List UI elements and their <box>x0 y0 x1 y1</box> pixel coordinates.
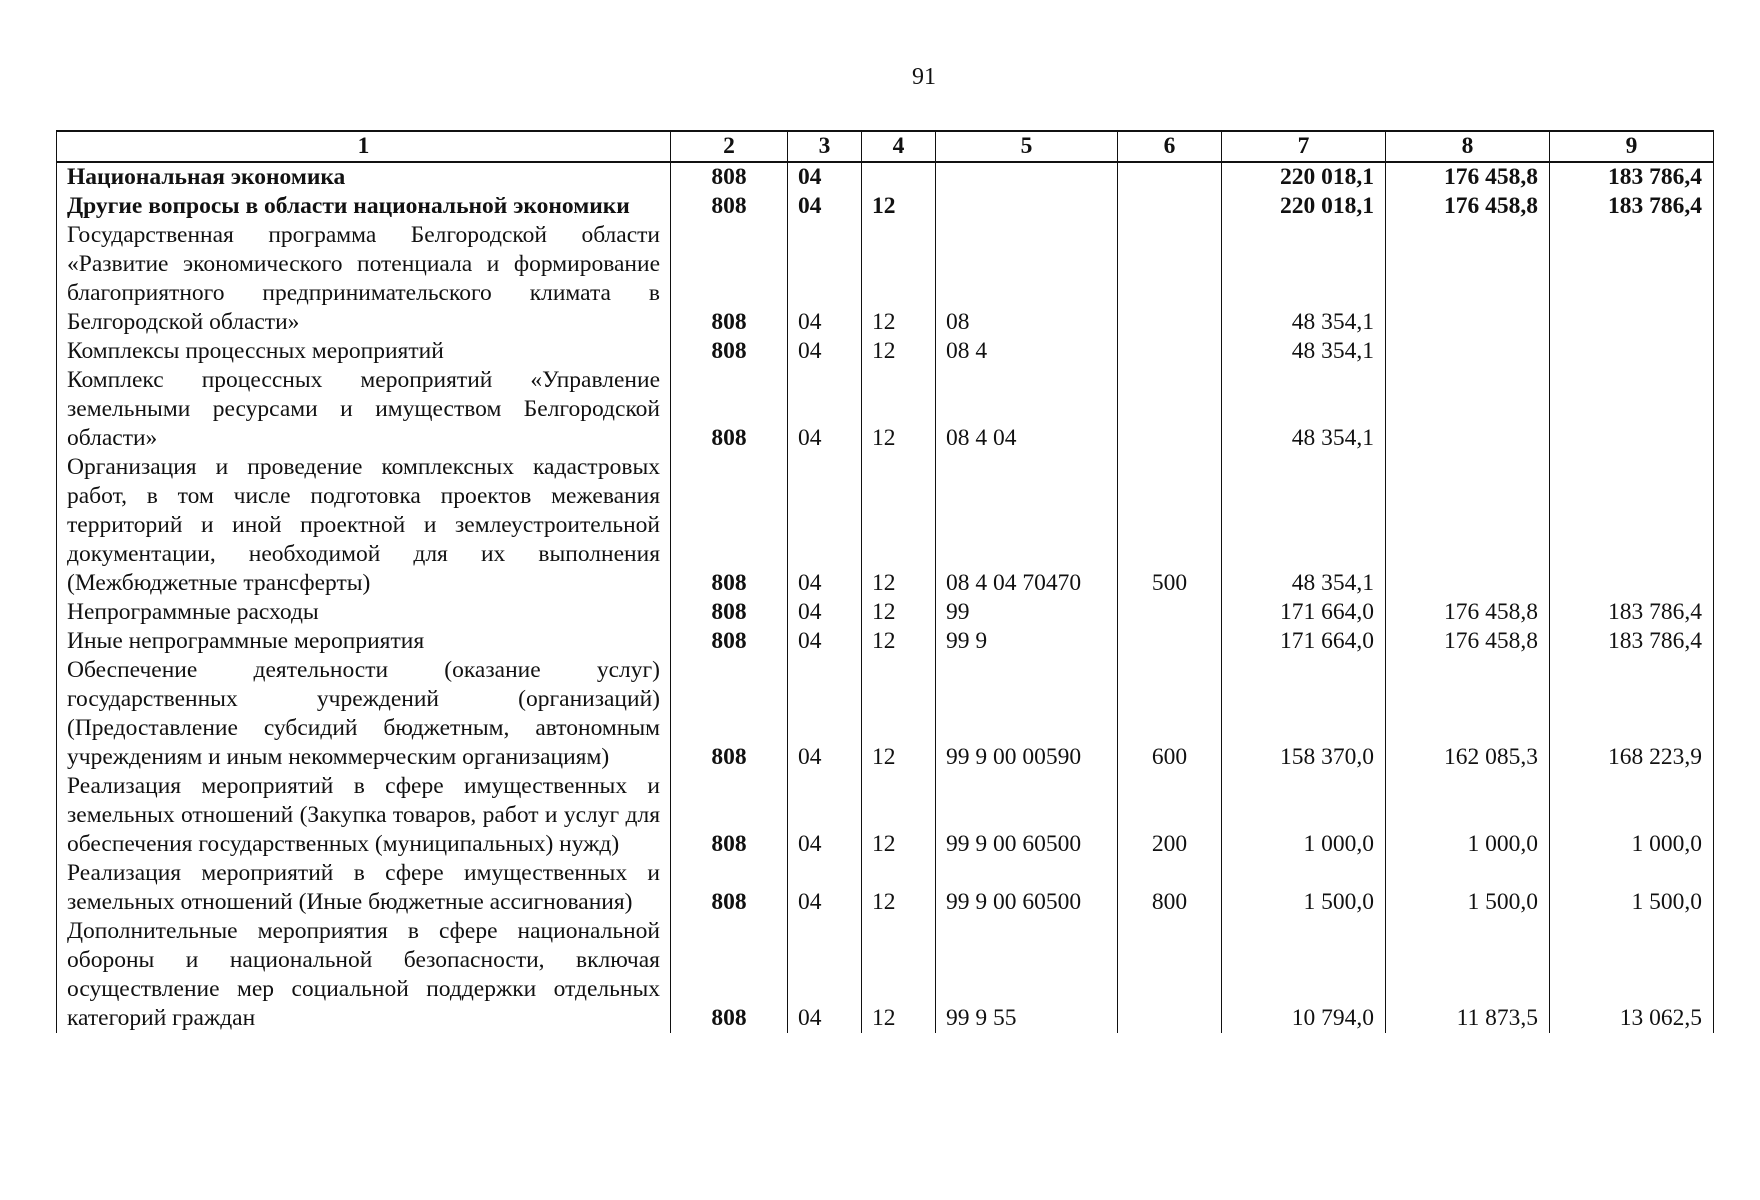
row-col-7: 1 500,0 <box>1222 859 1386 917</box>
row-name: Государственная программа Белгородской области «Развитие экономического потенциала и формирование благоприятного предпринимательского климата в Белгородской области» <box>57 221 671 337</box>
row-col-9: 13 062,5 <box>1550 917 1714 1033</box>
header-col-5: 5 <box>936 131 1118 162</box>
row-col-3: 04 <box>788 917 862 1033</box>
row-col-6 <box>1118 598 1222 627</box>
row-col-8: 176 458,8 <box>1386 598 1550 627</box>
row-col-8: 11 873,5 <box>1386 917 1550 1033</box>
row-col-4: 12 <box>862 859 936 917</box>
table-row <box>57 772 1714 859</box>
table-row <box>57 337 1714 366</box>
row-col-9: 183 786,4 <box>1550 192 1714 221</box>
row-col-9: 183 786,4 <box>1550 162 1714 192</box>
table-row <box>57 859 1714 917</box>
row-col-6 <box>1118 192 1222 221</box>
row-col-7: 48 354,1 <box>1222 221 1386 337</box>
table-row <box>57 627 1714 656</box>
table-body <box>57 162 1714 1033</box>
row-col-9 <box>1550 453 1714 598</box>
row-col-6: 200 <box>1118 772 1222 859</box>
row-col-5: 08 <box>936 221 1118 337</box>
row-name: Другие вопросы в области национальной экономики <box>57 192 671 221</box>
row-col-9: 1 000,0 <box>1550 772 1714 859</box>
row-col-5: 08 4 04 <box>936 366 1118 453</box>
row-col-4: 12 <box>862 221 936 337</box>
row-col-2: 808 <box>671 221 788 337</box>
row-col-3: 04 <box>788 192 862 221</box>
row-col-8: 176 458,8 <box>1386 627 1550 656</box>
row-col-3: 04 <box>788 337 862 366</box>
row-col-4: 12 <box>862 366 936 453</box>
row-col-3: 04 <box>788 598 862 627</box>
table-row <box>57 192 1714 221</box>
header-col-8: 8 <box>1386 131 1550 162</box>
row-col-2: 808 <box>671 192 788 221</box>
row-col-4: 12 <box>862 192 936 221</box>
header-col-1: 1 <box>57 131 671 162</box>
row-col-8: 176 458,8 <box>1386 192 1550 221</box>
row-col-2: 808 <box>671 337 788 366</box>
row-col-2: 808 <box>671 366 788 453</box>
row-col-8: 1 000,0 <box>1386 772 1550 859</box>
row-col-7: 48 354,1 <box>1222 453 1386 598</box>
header-col-2: 2 <box>671 131 788 162</box>
row-col-7: 48 354,1 <box>1222 337 1386 366</box>
budget-table <box>56 130 1714 1033</box>
table-header <box>57 131 1714 162</box>
row-col-3: 04 <box>788 859 862 917</box>
row-col-7: 220 018,1 <box>1222 162 1386 192</box>
row-name: Национальная экономика <box>57 162 671 192</box>
row-col-9: 183 786,4 <box>1550 598 1714 627</box>
table-row <box>57 598 1714 627</box>
row-col-5: 99 <box>936 598 1118 627</box>
page-number: 91 <box>912 64 936 90</box>
row-col-5: 99 9 00 60500 <box>936 859 1118 917</box>
row-col-2: 808 <box>671 656 788 772</box>
row-col-3: 04 <box>788 453 862 598</box>
table-row <box>57 917 1714 1033</box>
row-col-7: 10 794,0 <box>1222 917 1386 1033</box>
row-col-7: 220 018,1 <box>1222 192 1386 221</box>
row-col-7: 171 664,0 <box>1222 598 1386 627</box>
row-col-8 <box>1386 366 1550 453</box>
row-col-6 <box>1118 917 1222 1033</box>
row-name: Реализация мероприятий в сфере имущественных и земельных отношений (Иные бюджетные ассигнования) <box>57 859 671 917</box>
row-col-3: 04 <box>788 772 862 859</box>
row-col-6: 800 <box>1118 859 1222 917</box>
row-col-8: 1 500,0 <box>1386 859 1550 917</box>
row-col-8: 176 458,8 <box>1386 162 1550 192</box>
row-col-7: 158 370,0 <box>1222 656 1386 772</box>
row-name: Иные непрограммные мероприятия <box>57 627 671 656</box>
row-col-2: 808 <box>671 162 788 192</box>
row-col-3: 04 <box>788 627 862 656</box>
row-col-6: 500 <box>1118 453 1222 598</box>
row-name: Обеспечение деятельности (оказание услуг) государственных учреждений (организаций) (Предоставление субсидий бюджетным, автономным учреждениям и иным некоммерческим организациям) <box>57 656 671 772</box>
row-col-9: 183 786,4 <box>1550 627 1714 656</box>
row-col-9 <box>1550 366 1714 453</box>
row-col-5: 99 9 00 60500 <box>936 772 1118 859</box>
row-col-8 <box>1386 453 1550 598</box>
table-row <box>57 162 1714 192</box>
row-col-9 <box>1550 337 1714 366</box>
row-col-5: 99 9 <box>936 627 1118 656</box>
row-col-7: 171 664,0 <box>1222 627 1386 656</box>
row-col-2: 808 <box>671 917 788 1033</box>
row-col-2: 808 <box>671 598 788 627</box>
row-name: Комплекс процессных мероприятий «Управление земельными ресурсами и имуществом Белгородской области» <box>57 366 671 453</box>
header-col-7: 7 <box>1222 131 1386 162</box>
header-col-4: 4 <box>862 131 936 162</box>
header-col-6: 6 <box>1118 131 1222 162</box>
row-col-4: 12 <box>862 598 936 627</box>
table-row <box>57 366 1714 453</box>
row-col-4: 12 <box>862 917 936 1033</box>
row-col-4 <box>862 162 936 192</box>
row-col-6 <box>1118 627 1222 656</box>
row-name: Реализация мероприятий в сфере имущественных и земельных отношений (Закупка товаров, работ и услуг для обеспечения государственных (муниципальных) нужд) <box>57 772 671 859</box>
row-name: Организация и проведение комплексных кадастровых работ, в том числе подготовка проектов межевания территорий и иной проектной и землеустроительной документации, необходимой для их выполнения (Межбюджетные трансферты) <box>57 453 671 598</box>
row-col-6 <box>1118 221 1222 337</box>
row-col-3: 04 <box>788 221 862 337</box>
row-col-9: 1 500,0 <box>1550 859 1714 917</box>
row-col-6 <box>1118 366 1222 453</box>
row-col-7: 48 354,1 <box>1222 366 1386 453</box>
row-col-3: 04 <box>788 162 862 192</box>
row-col-5: 99 9 55 <box>936 917 1118 1033</box>
row-col-4: 12 <box>862 656 936 772</box>
row-col-9 <box>1550 221 1714 337</box>
row-col-5: 08 4 04 70470 <box>936 453 1118 598</box>
header-col-9: 9 <box>1550 131 1714 162</box>
row-col-5: 08 4 <box>936 337 1118 366</box>
row-col-9: 168 223,9 <box>1550 656 1714 772</box>
row-col-7: 1 000,0 <box>1222 772 1386 859</box>
table-row <box>57 221 1714 337</box>
row-col-4: 12 <box>862 772 936 859</box>
table-row <box>57 453 1714 598</box>
row-col-2: 808 <box>671 772 788 859</box>
row-col-6 <box>1118 337 1222 366</box>
row-col-6 <box>1118 162 1222 192</box>
row-col-2: 808 <box>671 453 788 598</box>
row-col-3: 04 <box>788 656 862 772</box>
row-col-6: 600 <box>1118 656 1222 772</box>
header-col-3: 3 <box>788 131 862 162</box>
table-row <box>57 656 1714 772</box>
row-col-8: 162 085,3 <box>1386 656 1550 772</box>
row-col-2: 808 <box>671 627 788 656</box>
row-col-5 <box>936 192 1118 221</box>
row-col-4: 12 <box>862 627 936 656</box>
row-col-2: 808 <box>671 859 788 917</box>
row-name: Дополнительные мероприятия в сфере национальной обороны и национальной безопасности, включая осуществление мер социальной поддержки отдельных категорий граждан <box>57 917 671 1033</box>
row-col-5: 99 9 00 00590 <box>936 656 1118 772</box>
row-col-4: 12 <box>862 337 936 366</box>
row-col-5 <box>936 162 1118 192</box>
row-name: Комплексы процессных мероприятий <box>57 337 671 366</box>
row-col-8 <box>1386 221 1550 337</box>
row-name: Непрограммные расходы <box>57 598 671 627</box>
row-col-8 <box>1386 337 1550 366</box>
row-col-4: 12 <box>862 453 936 598</box>
row-col-3: 04 <box>788 366 862 453</box>
